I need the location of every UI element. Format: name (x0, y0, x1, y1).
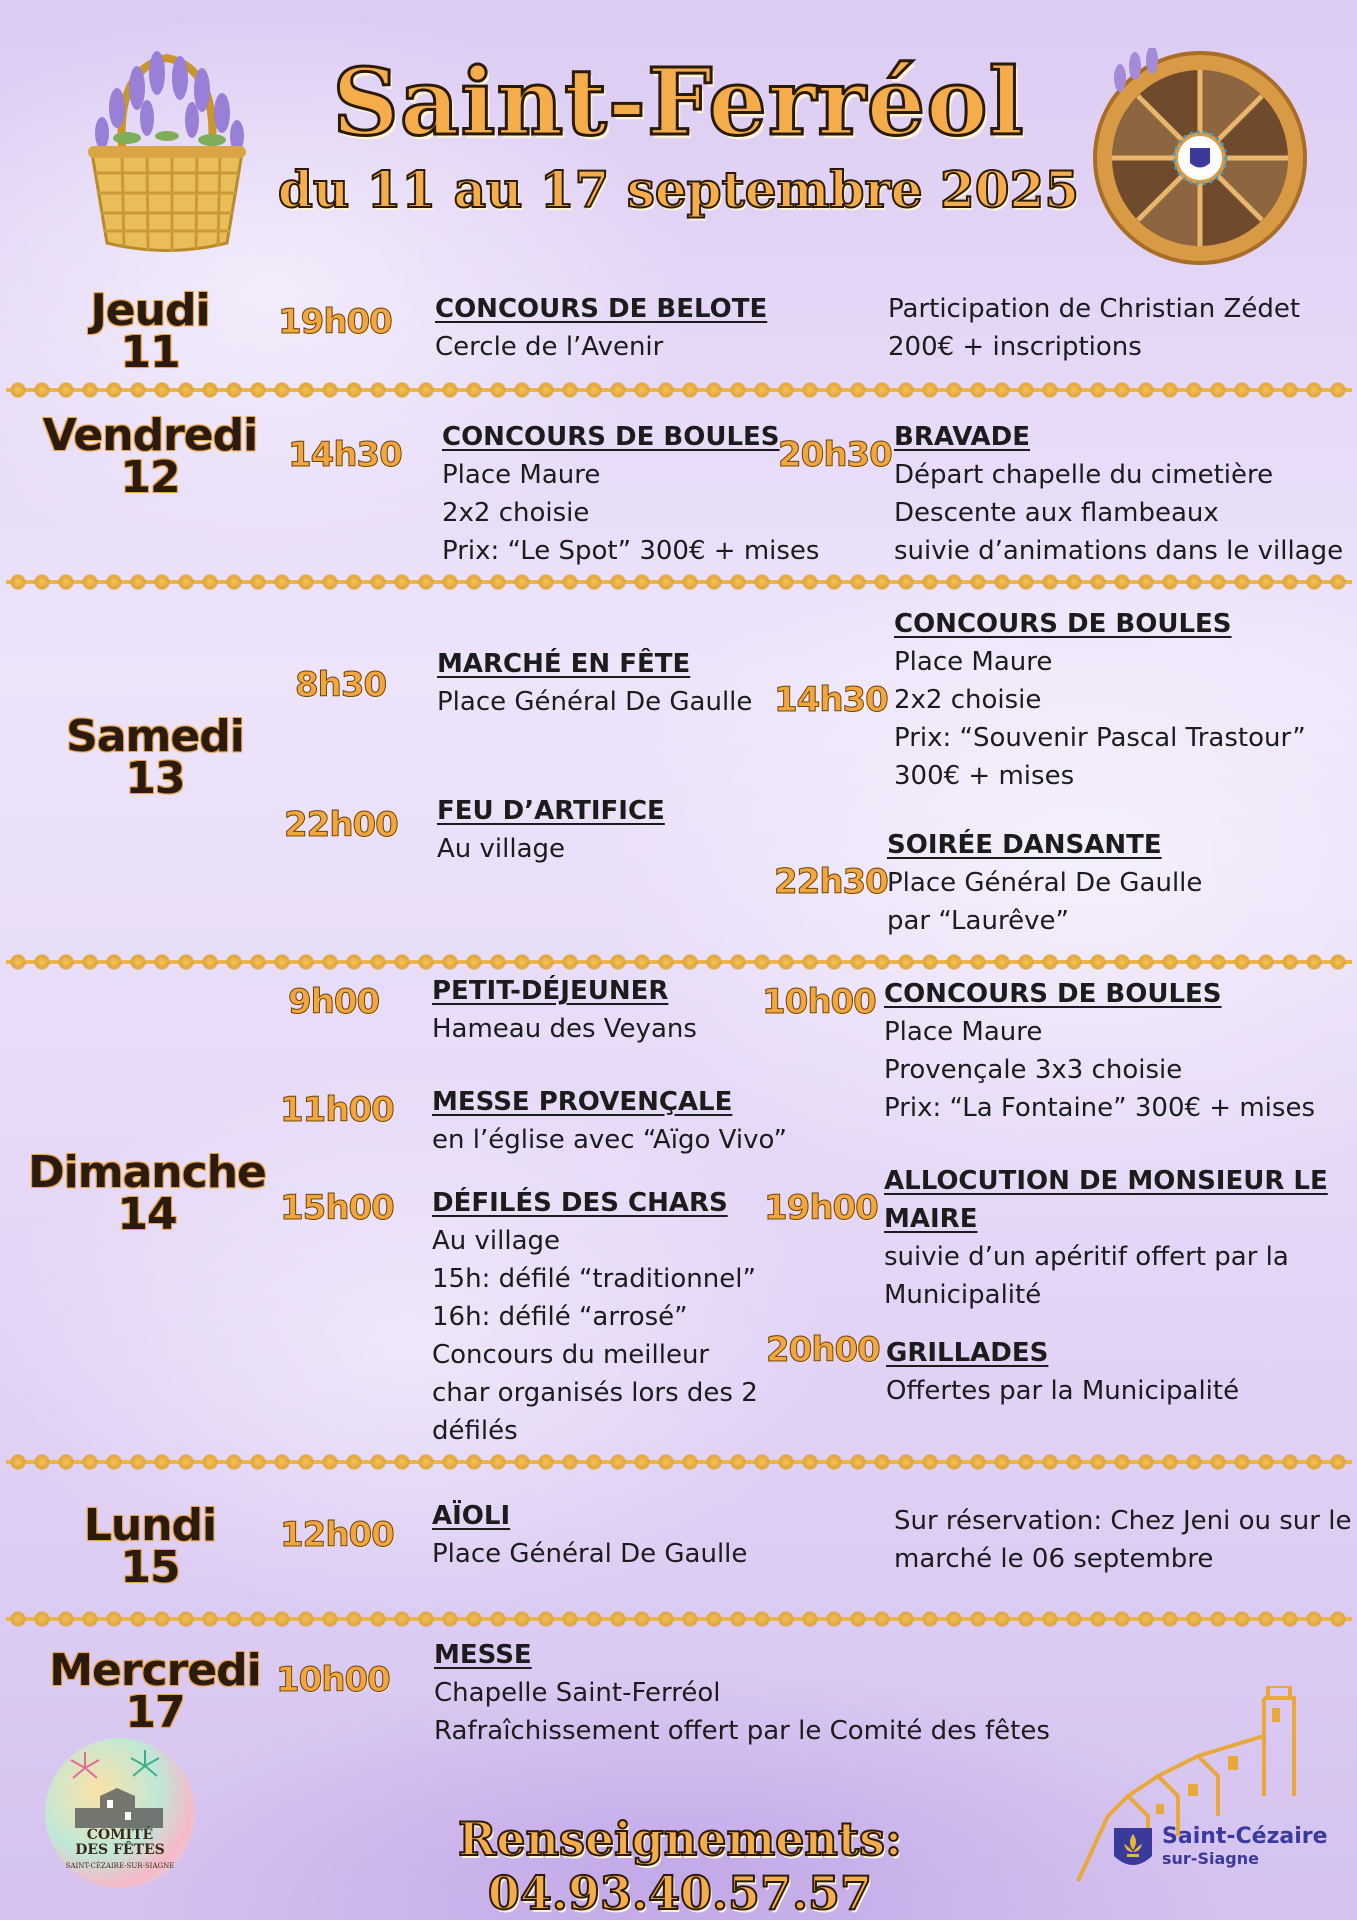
event-note-jeudi: Participation de Christian Zédet 200€ + inscriptions (888, 294, 1301, 362)
time-dimanche-5: 19h00 (764, 1188, 878, 1228)
time-dimanche-2: 11h00 (280, 1090, 394, 1130)
time-dimanche-1: 9h00 (288, 982, 380, 1022)
time-mercredi-1: 10h00 (276, 1660, 390, 1700)
event-soiree-dansante: SOIRÉE DANSANTE Place Général De Gaulle par “Laurêve” (887, 830, 1203, 936)
event-marche-en-fete: MARCHÉ EN FÊTE Place Général De Gaulle (437, 649, 753, 717)
day-label-samedi: Samedi 13 (66, 711, 244, 804)
time-jeudi-1: 19h00 (278, 302, 392, 342)
divider (6, 1607, 1352, 1631)
time-vendredi-2: 20h30 (778, 435, 892, 475)
time-dimanche-6: 20h00 (766, 1330, 880, 1370)
town-subname: sur-Siagne (1162, 1849, 1259, 1868)
page-subtitle: du 11 au 17 septembre 2025 (277, 160, 1080, 219)
event-feu-artifice: FEU D’ARTIFICE Au village (437, 796, 665, 864)
divider (6, 378, 1352, 402)
event-concours-boules-samedi: CONCOURS DE BOULES Place Maure 2x2 choisie Prix: “Souvenir Pascal Trastour” 300€ + mises (894, 609, 1306, 791)
divider (6, 570, 1352, 594)
town-name: Saint-Cézaire (1162, 1824, 1328, 1849)
event-concours-boules-dimanche: CONCOURS DE BOULES Place Maure Provençale 3x3 choisie Prix: “La Fontaine” 300€ + mises (884, 979, 1315, 1123)
event-concours-boules-vendredi: CONCOURS DE BOULES Place Maure 2x2 choisie Prix: “Le Spot” 300€ + mises (442, 422, 820, 566)
fleur-de-lis-crest-icon (1112, 1826, 1154, 1874)
event-messe-provencale: MESSE PROVENÇALE en l’église avec “Aïgo Vivo” (432, 1087, 787, 1155)
event-aioli: AÏOLI Place Général De Gaulle (432, 1501, 748, 1569)
event-concours-belote: CONCOURS DE BELOTE Cercle de l’Avenir (435, 294, 768, 362)
event-defiles-des-chars: DÉFILÉS DES CHARS Au village 15h: défilé “traditionnel” 16h: défilé “arrosé” Concours du meilleur char organisés lors des 2 défilés (432, 1188, 758, 1446)
event-grillades: GRILLADES Offertes par la Municipalité (886, 1338, 1240, 1406)
time-samedi-4: 22h30 (774, 862, 888, 902)
day-label-dimanche: Dimanche 14 (28, 1147, 266, 1240)
time-vendredi-1: 14h30 (288, 435, 402, 475)
divider (6, 1450, 1352, 1474)
event-note-lundi: Sur réservation: Chez Jeni ou sur le marché le 06 septembre (894, 1506, 1352, 1574)
time-samedi-3: 14h30 (774, 680, 888, 720)
time-dimanche-4: 10h00 (762, 982, 876, 1022)
day-label-jeudi: Jeudi 11 (90, 285, 210, 378)
day-label-mercredi: Mercredi 17 (49, 1645, 261, 1738)
comite-des-fetes-sub: SAINT-CÉZAIRE-SUR-SIAGNE (65, 1862, 175, 1870)
day-label-vendredi: Vendredi 12 (42, 410, 258, 503)
time-lundi-1: 12h00 (280, 1515, 394, 1555)
event-allocution-maire: ALLOCUTION DE MONSIEUR LE MAIRE suivie d’un apéritif offert par la Municipalité (884, 1166, 1328, 1310)
event-messe-mercredi: MESSE Chapelle Saint-Ferréol Rafraîchissement offert par le Comité des fêtes (434, 1640, 1050, 1746)
time-samedi-1: 8h30 (295, 665, 387, 705)
event-petit-dejeuner: PETIT-DÉJEUNER Hameau des Veyans (432, 976, 697, 1044)
time-samedi-2: 22h00 (284, 805, 398, 845)
day-label-lundi: Lundi 15 (83, 1500, 217, 1593)
time-dimanche-3: 15h00 (280, 1188, 394, 1228)
page-title: Saint-Ferréol (332, 48, 1025, 156)
event-bravade: BRAVADE Départ chapelle du cimetière Descente aux flambeaux suivie d’animations dans le village (894, 422, 1344, 566)
comite-des-fetes-label: COMITÉ DES FÊTES (75, 1827, 165, 1858)
contact-phone: Renseignements: 04.93.40.57.57 (458, 1812, 902, 1920)
divider (6, 950, 1352, 974)
